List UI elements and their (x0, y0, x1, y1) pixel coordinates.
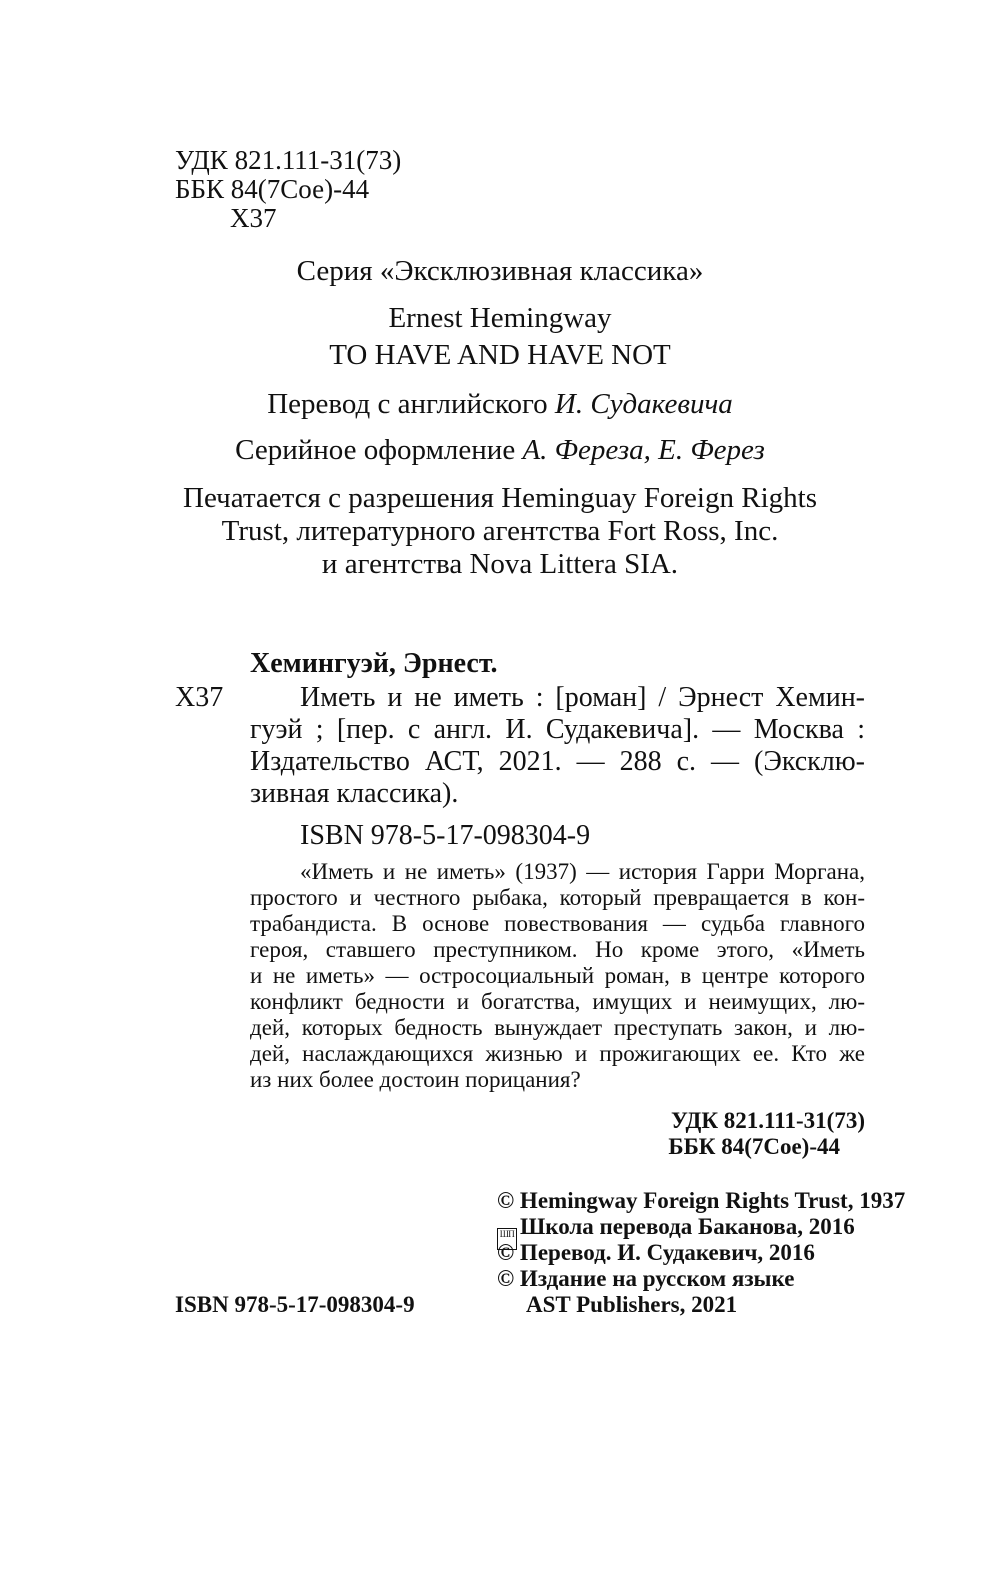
copyright-line: AST Publishers, 2021 (526, 1292, 738, 1317)
annotation-line: «Иметь и не иметь» (1937) — история Гарри Моргана, (300, 859, 865, 884)
bib-author-heading: Хемингуэй, Эрнест. (250, 648, 498, 679)
udk-code: УДК 821.111-31(73) (175, 145, 402, 175)
annotation-line: трабандиста. В основе повествования — судьба главного (250, 911, 865, 936)
bbk-code-bold: ББК 84(7Сое)-44 (668, 1134, 840, 1159)
annotation-line: простого и честного рыбака, который превращается в кон- (250, 885, 865, 910)
translation-prefix: Перевод с английского (267, 388, 555, 420)
designer-names: А. Фереза, Е. Ферез (522, 434, 765, 466)
author-original: Ernest Hemingway (388, 302, 612, 334)
translation-credit (0, 388, 1000, 420)
permission-line: Печатается с разрешения Heminguay Foreign Rights (183, 482, 817, 514)
annotation-line: дей, наслаждающихся жизнью и прожигающих ее. Кто же (250, 1041, 865, 1066)
copyright-line: © Hemingway Foreign Rights Trust, 1937 (497, 1188, 906, 1213)
annotation-line: из них более достоин порицания? (250, 1067, 581, 1092)
annotation-line: героя, ставшего преступником. Но кроме этого, «Иметь (250, 937, 865, 962)
isbn-bottom: ISBN 978-5-17-098304-9 (175, 1292, 415, 1317)
bib-description-line: гуэй ; [пер. с англ. И. Судакевича]. — Москва : (250, 714, 865, 745)
title-original: TO HAVE AND HAVE NOT (329, 339, 671, 371)
author-mark: Х37 (230, 203, 277, 233)
udk-code-bold: УДК 821.111-31(73) (671, 1108, 865, 1133)
design-credit (0, 434, 1000, 466)
series-line: Серия «Эксклюзивная классика» (296, 255, 704, 287)
bib-description-line: зивная классика). (250, 778, 459, 809)
translator-name: И. Судакевича (554, 388, 733, 420)
bib-description-line: Издательство АСТ, 2021. — 288 с. — (Эксклю- (250, 746, 865, 777)
annotation-line: дей, которых бедность вынуждает преступать закон, и лю- (250, 1015, 865, 1040)
bib-author-mark: Х37 (175, 682, 224, 713)
publisher-logo-icon: ШП (497, 1228, 517, 1250)
copyright-text: Школа перевода Баканова, 2016 (520, 1214, 855, 1239)
annotation-line: конфликт бедности и богатства, имущих и неимущих, лю- (250, 989, 865, 1014)
permission-line: и агентства Nova Littera SIA. (321, 548, 679, 580)
bib-isbn: ISBN 978-5-17-098304-9 (300, 820, 591, 851)
annotation-line: и не иметь» — остросоциальный роман, в центре которого (250, 963, 865, 988)
copyright-line: © Перевод. И. Судакевич, 2016 (497, 1240, 815, 1265)
bbk-code: ББК 84(7Сое)-44 (175, 174, 370, 204)
copyright-line: © Издание на русском языке (497, 1266, 795, 1291)
bib-description-line: Иметь и не иметь : [роман] / Эрнест Хемин- (300, 682, 865, 713)
permission-line: Trust, литературного агентства Fort Ross, Inc. (221, 515, 779, 547)
design-prefix: Серийное оформление (235, 434, 523, 466)
